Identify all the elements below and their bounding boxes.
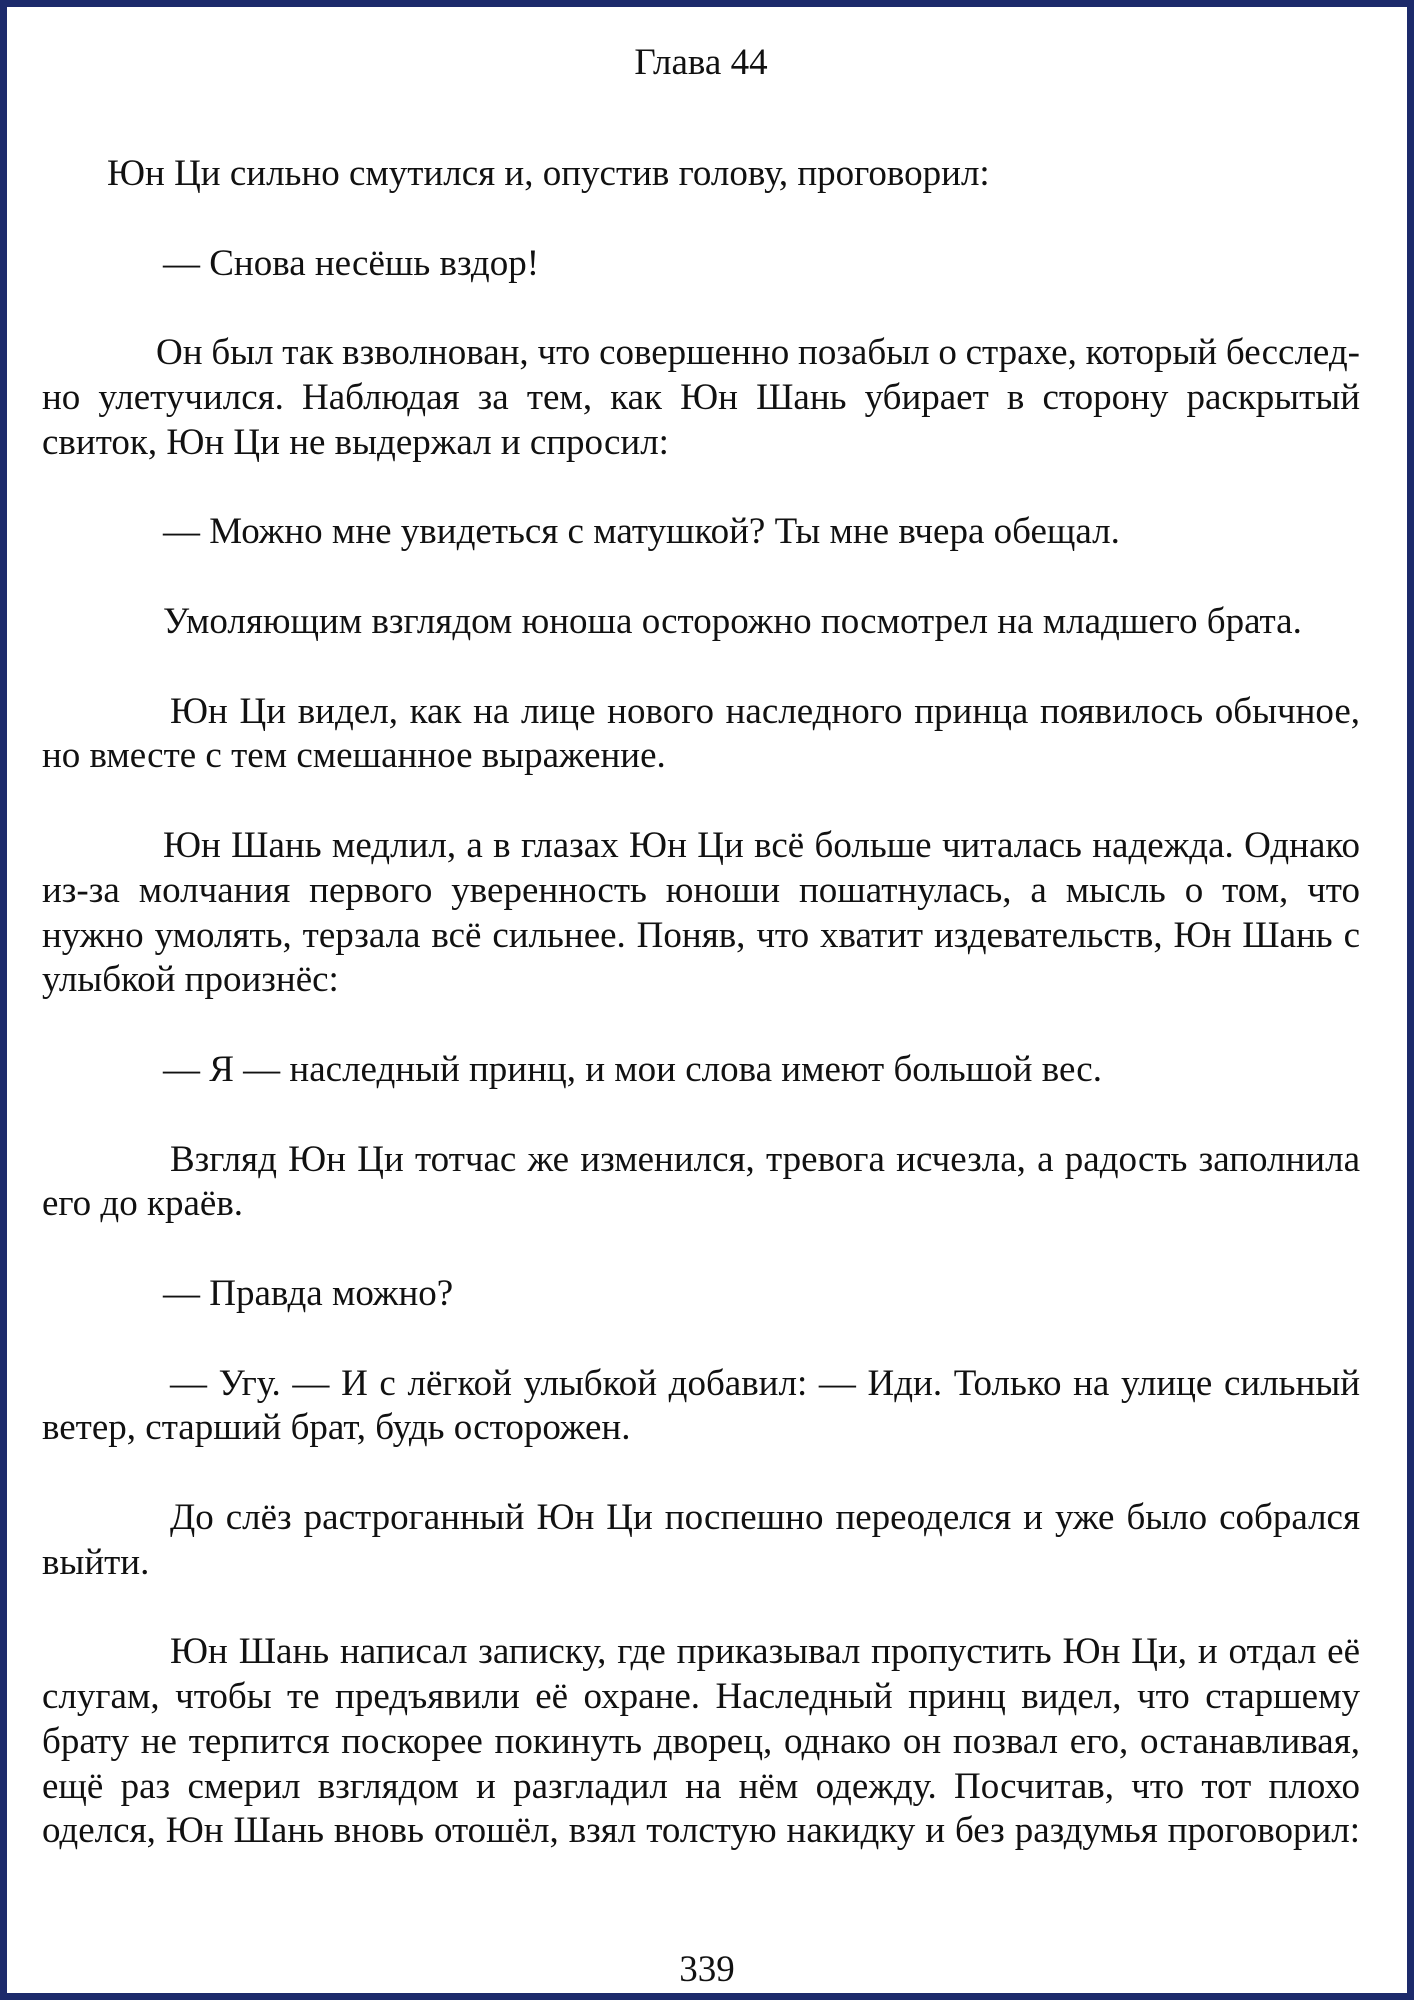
- text-line: — Я — наследный принц, и мои слова имеют большой вес.: [163, 1048, 1102, 1090]
- paragraph: [42, 1138, 1360, 1228]
- paragraph: [42, 600, 1360, 645]
- text-line: — Правда можно?: [163, 1272, 454, 1314]
- text-line: До слёз растроганный Юн Ци поспешно переоделся и уже было собрался: [170, 1496, 1360, 1538]
- text-line: брату не терпится поскорее покинуть дворец, однако он позвал его, останавливая,: [42, 1720, 1360, 1762]
- text-line: выйти.: [42, 1541, 150, 1583]
- text-line: улыбкой произнёс:: [42, 959, 339, 1001]
- text-line: слугам, чтобы те предъявили её охране. Наследный принц видел, что старшему: [42, 1676, 1360, 1718]
- paragraph: [42, 1496, 1360, 1586]
- text-line: нужно умолять, терзала всё сильнее. Поняв, что хватит издевательств, Юн Шань с: [42, 914, 1360, 956]
- paragraph: [42, 510, 1360, 555]
- paragraph: [42, 1630, 1360, 1854]
- text-line: Юн Ци сильно смутился и, опустив голову, проговорил:: [107, 153, 990, 194]
- text-line: его до краёв.: [42, 1183, 244, 1225]
- paragraph: [42, 1048, 1360, 1093]
- page-number: 339: [679, 1949, 735, 1990]
- text-line: ещё раз смерил взглядом и разгладил на нём одежду. Посчитав, что тот плохо: [42, 1765, 1360, 1807]
- paragraph: [42, 690, 1360, 780]
- text-line: Он был так взволнован, что совершенно позабыл о страхе, который бесслед-: [156, 332, 1360, 374]
- text-line: из-за молчания первого уверенность юноши пошатнулась, а мысль о том, что: [42, 869, 1360, 911]
- paragraph: [42, 824, 1360, 1003]
- text-line: Взгляд Юн Ци тотчас же изменился, тревога исчезла, а радость заполнила: [170, 1138, 1360, 1180]
- text-line: — Можно мне увидеться с матушкой? Ты мне вчера обещал.: [163, 511, 1120, 553]
- text-body: [42, 152, 1360, 1899]
- text-line: Умоляющим взглядом юноша осторожно посмотрел на младшего брата.: [163, 600, 1302, 642]
- text-line: Юн Ци видел, как на лице нового наследного принца появилось обычное,: [170, 690, 1360, 732]
- text-line: оделся, Юн Шань вновь отошёл, взял толстую накидку и без раздумья проговорил:: [42, 1810, 1360, 1852]
- chapter-title: Глава 44: [634, 42, 768, 83]
- text-line: ветер, старший брат, будь осторожен.: [42, 1407, 631, 1449]
- text-line: Юн Шань медлил, а в глазах Юн Ци всё больше читалась надежда. Однако: [163, 824, 1360, 866]
- text-line: но вместе с тем смешанное выражение.: [42, 735, 666, 777]
- paragraph: [42, 1362, 1360, 1452]
- text-line: но улетучился. Наблюдая за тем, как Юн Шань убирает в сторону раскрытый: [42, 376, 1360, 418]
- paragraph: [42, 152, 1360, 197]
- paragraph: [42, 242, 1360, 287]
- paragraph: [42, 1272, 1360, 1317]
- text-line: — Снова несёшь вздор!: [163, 242, 540, 284]
- paragraph: [42, 331, 1360, 465]
- text-line: свиток, Юн Ци не выдержал и спросил:: [42, 421, 669, 463]
- text-line: Юн Шань написал записку, где приказывал пропустить Юн Ци, и отдал её: [170, 1631, 1360, 1673]
- text-line: — Угу. — И с лёгкой улыбкой добавил: — Иди. Только на улице сильный: [170, 1362, 1360, 1404]
